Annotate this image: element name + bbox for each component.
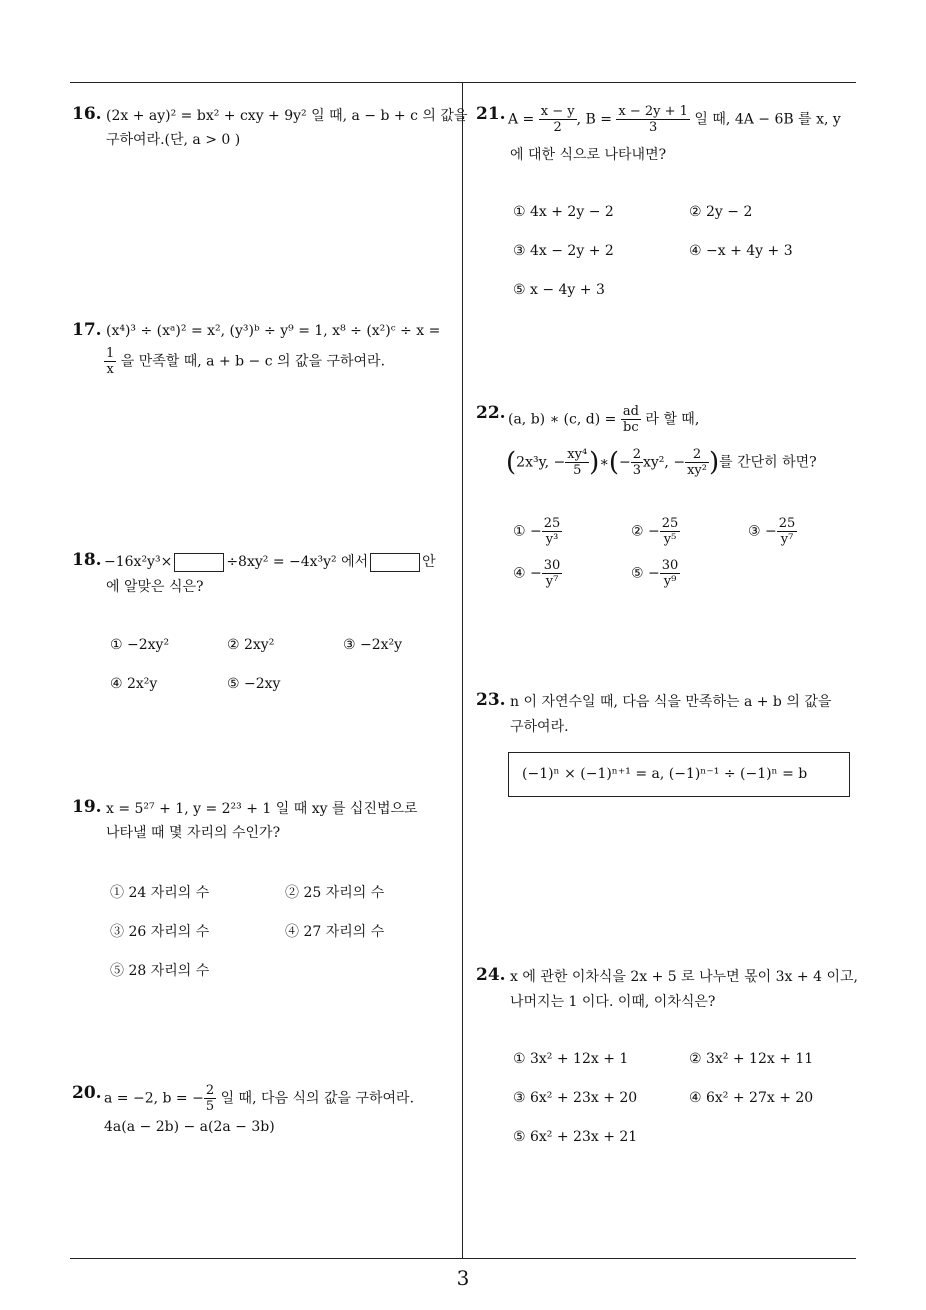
fraction: $\frac{\text{xy⁴}}{5}$ xyxy=(567,447,588,478)
option-4[interactable]: ④ 27 자리의 수 xyxy=(285,924,385,940)
option-5[interactable]: ⑤ − $\frac{30}{\text{y⁹}}$ xyxy=(631,558,679,589)
option-1[interactable]: ① − $\frac{25}{\text{y³}}$ xyxy=(513,516,561,547)
option-2[interactable]: ② 2xy² xyxy=(227,637,275,653)
option-5[interactable]: ⑤ 6x² + 23x + 21 xyxy=(513,1129,638,1145)
question-number: 22. xyxy=(476,403,506,423)
question-text-line1: x 에 관한 이차식을 2x + 5 로 나누면 몫이 3x + 4 이고, xyxy=(510,969,858,985)
fraction: $\frac{2}{3}$ xyxy=(632,447,641,478)
question-text-line2: 나타낼 때 몇 자리의 수인가? xyxy=(106,825,281,841)
question-text-line2: 4a(a − 2b) − a(2a − 3b) xyxy=(104,1119,275,1135)
option-5[interactable]: ⑤ 28 자리의 수 xyxy=(110,963,210,979)
bottom-rule xyxy=(70,1258,856,1259)
option-3[interactable]: ③ −2x²y xyxy=(343,637,403,653)
question-text-line1: −16x²y³× ÷8xy² = −4x³y² 에서 안 xyxy=(104,554,436,570)
fraction: $\frac{1}{x}$ xyxy=(106,346,115,377)
fraction: $\frac{2}{5}$ xyxy=(205,1083,215,1114)
question-text-line2: $\frac{1}{x}$ 을 만족할 때, a + b − c 의 값을 구하여라. xyxy=(106,346,386,377)
question-text-line2: 에 대한 식으로 나타내면? xyxy=(510,147,667,163)
option-3[interactable]: ③ 26 자리의 수 xyxy=(110,924,210,940)
question-text-line1: n 이 자연수일 때, 다음 식을 만족하는 a + b 의 값을 xyxy=(510,694,832,710)
condition-text: (−1)ⁿ × (−1)ⁿ⁺¹ = a, (−1)ⁿ⁻¹ ÷ (−1)ⁿ = b xyxy=(522,766,808,782)
question-expression: (2x³y, − $\frac{\text{xy⁴}}{5}$ )∗(− $\frac{2}{3}$ xy², − $\frac{2}{\text{xy²}}$ )를 간단히 하면? xyxy=(506,447,817,478)
question-text-line1: A = $\frac{x - y}{2}$ , B = $\frac{x - 2y + 1}{3}$ 일 때, 4A − 6B 를 x, y xyxy=(508,104,841,135)
question-number: 16. xyxy=(72,104,102,124)
option-5[interactable]: ⑤ x − 4y + 3 xyxy=(513,282,605,298)
option-3[interactable]: ③ 4x − 2y + 2 xyxy=(513,243,614,259)
option-1[interactable]: ① −2xy² xyxy=(110,637,170,653)
fraction: $\frac{ad}{bc}$ xyxy=(622,404,639,435)
fraction-b: $\frac{x - 2y + 1}{3}$ xyxy=(618,104,688,135)
question-number: 20. xyxy=(72,1083,102,1103)
blank-box xyxy=(370,553,420,572)
option-1[interactable]: ① 24 자리의 수 xyxy=(110,885,210,901)
question-text-line1: a = −2, b = − $\frac{2}{5}$ 일 때, 다음 식의 값을 구하여라. xyxy=(104,1083,415,1114)
option-4[interactable]: ④ − $\frac{30}{\text{y⁷}}$ xyxy=(513,558,561,589)
question-number: 21. xyxy=(476,104,506,124)
option-1[interactable]: ① 4x + 2y − 2 xyxy=(513,204,614,220)
question-text-line2: 구하여라. xyxy=(510,719,569,735)
fraction: $\frac{2}{\text{xy²}}$ xyxy=(687,447,707,478)
option-1[interactable]: ① 3x² + 12x + 1 xyxy=(513,1051,629,1067)
question-number: 23. xyxy=(476,690,506,710)
option-2[interactable]: ② 3x² + 12x + 11 xyxy=(689,1051,814,1067)
condition-box xyxy=(508,752,850,797)
question-number: 18. xyxy=(72,550,102,570)
question-definition: (a, b) ∗ (c, d) = $\frac{ad}{bc}$ 라 할 때, xyxy=(508,404,700,435)
blank-box xyxy=(174,553,224,572)
question-number: 19. xyxy=(72,797,102,817)
column-divider xyxy=(462,83,463,1259)
page-number: 3 xyxy=(456,1266,470,1290)
option-5[interactable]: ⑤ −2xy xyxy=(227,676,281,692)
question-text-line2: 나머지는 1 이다. 이때, 이차식은? xyxy=(510,994,716,1010)
option-4[interactable]: ④ 2x²y xyxy=(110,676,158,692)
question-number: 24. xyxy=(476,965,506,985)
option-3[interactable]: ③ − $\frac{25}{\text{y⁷}}$ xyxy=(748,516,796,547)
top-rule xyxy=(70,82,856,83)
option-2[interactable]: ② 25 자리의 수 xyxy=(285,885,385,901)
question-text-line2: 구하여라.(단, a > 0 ) xyxy=(106,132,241,148)
question-number: 17. xyxy=(72,320,102,340)
fraction-a: $\frac{x - y}{2}$ xyxy=(540,104,575,135)
option-2[interactable]: ② 2y − 2 xyxy=(689,204,753,220)
question-text-line1: x = 5²⁷ + 1, y = 2²³ + 1 일 때 xy 를 십진법으로 xyxy=(106,801,418,817)
question-text-line2: 에 알맞은 식은? xyxy=(106,579,204,595)
option-4[interactable]: ④ 6x² + 27x + 20 xyxy=(689,1090,814,1106)
option-2[interactable]: ② − $\frac{25}{\text{y⁵}}$ xyxy=(631,516,679,547)
option-3[interactable]: ③ 6x² + 23x + 20 xyxy=(513,1090,638,1106)
question-text-line1: (x⁴)³ ÷ (xᵃ)² = x², (y³)ᵇ ÷ y⁹ = 1, x⁸ ÷ (x²)ᶜ ÷ x = xyxy=(106,323,441,339)
option-4[interactable]: ④ −x + 4y + 3 xyxy=(689,243,793,259)
question-text-line1: (2x + ay)² = bx² + cxy + 9y² 일 때, a − b + c 의 값을 xyxy=(106,108,468,124)
